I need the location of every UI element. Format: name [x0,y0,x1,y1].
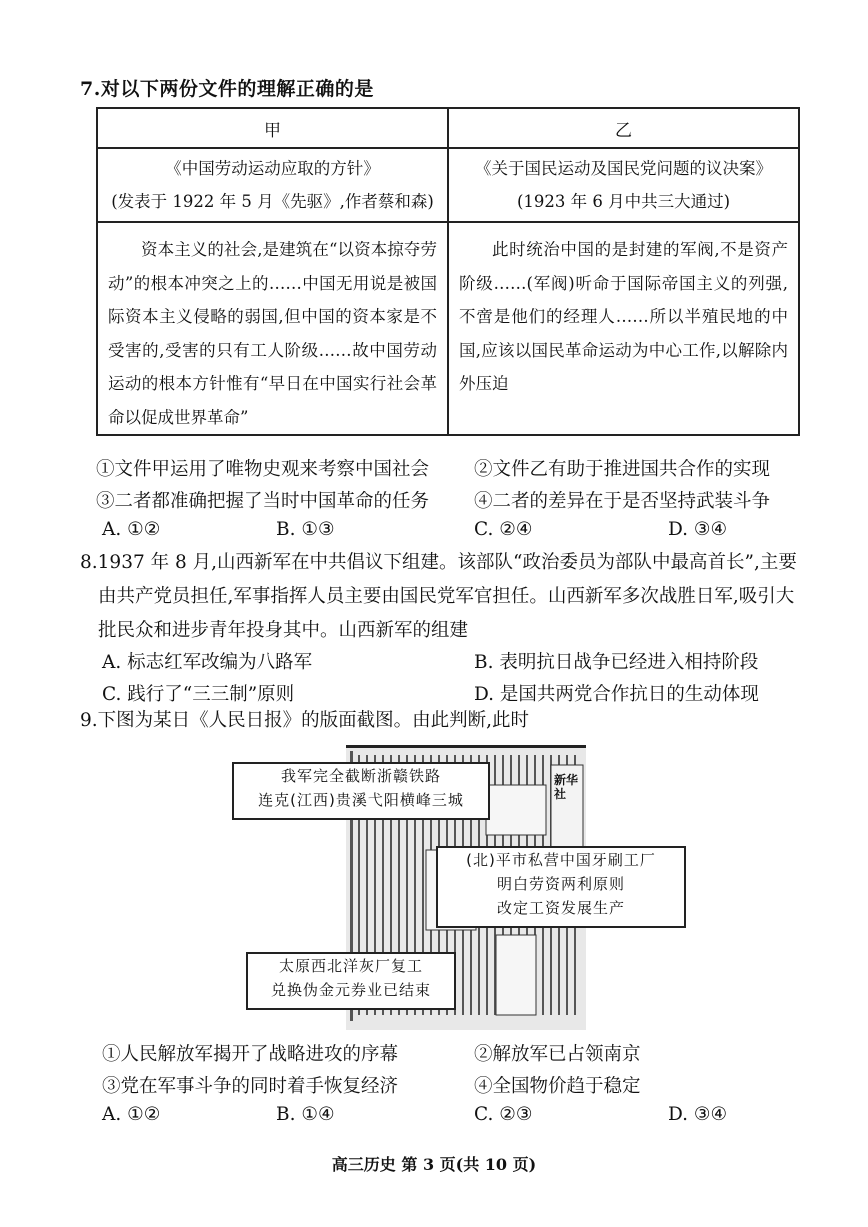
question-9-stem: 9.下图为某日《人民日报》的版面截图。由此判断,此时 [80,710,530,731]
question-8-stem: 8.1937 年 8 月,山西新军在中共倡议下组建。该部队“政治委员为部队中最高首长”,主要由共产党员担任,军事指挥人员主要由国民党军官担任。山西新军多次战胜日军,吸引大批民众和进步青年投身其中。山西新军的组建 [80,552,797,641]
q9-statement-2: ②解放军已占领南京 [474,1044,641,1065]
headline-callout-3 [246,952,456,1010]
document-b-excerpt: 此时统治中国的是封建的军阀,不是资产阶级……(军阀)听命于国际帝国主义的列强,不啻是他们的经理人……所以半殖民地的中国,应该以国民革命运动为中心工作,以解除内外压迫 [448,222,799,435]
q7-statement-3: ③二者都准确把握了当时中国革命的任务 [96,491,430,512]
q9-option-a[interactable]: A. ①② [102,1104,161,1125]
q9-statement-1: ①人民解放军揭开了战略进攻的序幕 [102,1044,399,1065]
headline-3-line-1: 太原西北洋灰厂复工 [278,957,423,975]
q8-option-d[interactable]: D. 是国共两党合作抗日的生动体现 [474,684,759,705]
q7-statement-1: ①文件甲运用了唯物史观来考察中国社会 [96,459,430,480]
document-a-source: (发表于 1922 年 5 月《先驱》,作者蔡和森) [111,192,434,211]
q7-statement-4: ④二者的差异在于是否坚持武装斗争 [474,491,771,512]
q7-option-b[interactable]: B. ①③ [276,519,335,540]
column-header-b: 乙 [448,108,799,148]
document-a-excerpt: 资本主义的社会,是建筑在“以资本掠夺劳动”的根本冲突之上的……中国无用说是被国际资本主义侵略的弱国,但中国的资本家是不受害的,受害的只有工人阶级……故中国劳动运动的根本方针惟有“早日在中国实行社会革命以促成世界革命” [97,222,448,435]
q8-option-b[interactable]: B. 表明抗日战争已经进入相持阶段 [474,652,759,673]
document-b-title: 《关于国民运动及国民党问题的议决案》 [475,159,772,178]
q7-option-d[interactable]: D. ③④ [668,519,728,540]
headline-2-line-3: 改定工资发展生产 [496,899,625,917]
q9-statement-3: ③党在军事斗争的同时着手恢复经济 [102,1076,399,1097]
page-footer: 高三历史 第 3 页(共 10 页) [331,1155,537,1174]
document-b-source: (1923 年 6 月中共三大通过) [516,192,731,211]
q9-option-b[interactable]: B. ①④ [276,1104,335,1125]
headline-2-line-1: (北)平市私营中国牙刷工厂 [466,851,656,869]
document-a-title-cell [97,148,448,222]
column-header-a: 甲 [97,108,448,148]
q7-option-c[interactable]: C. ②④ [474,519,533,540]
q9-option-d[interactable]: D. ③④ [668,1104,728,1125]
newspaper-column-label: 新华社 [554,773,579,801]
headline-callout-1 [232,762,490,820]
documents-comparison-table [96,107,800,436]
q7-statement-2: ②文件乙有助于推进国共合作的实现 [474,459,771,480]
q9-statement-4: ④全国物价趋于稳定 [474,1076,641,1097]
headline-2-line-2: 明白劳资两利原则 [496,875,625,893]
headline-1-line-1: 我军完全截断浙赣铁路 [280,767,441,785]
document-a-title: 《中国劳动运动应取的方针》 [165,159,380,178]
question-7-stem: 7.对以下两份文件的理解正确的是 [80,78,374,100]
question-8 [80,546,800,648]
q7-option-a[interactable]: A. ①② [102,519,161,540]
headline-3-line-2: 兑换伪金元券业已结束 [270,981,431,999]
headline-callout-2 [436,846,686,928]
headline-1-line-2: 连克(江西)贵溪弋阳横峰三城 [258,791,464,809]
q9-option-c[interactable]: C. ②③ [474,1104,533,1125]
q8-option-c[interactable]: C. 践行了“三三制”原则 [102,684,295,705]
q8-option-a[interactable]: A. 标志红军改编为八路军 [102,652,313,673]
document-b-title-cell [448,148,799,222]
